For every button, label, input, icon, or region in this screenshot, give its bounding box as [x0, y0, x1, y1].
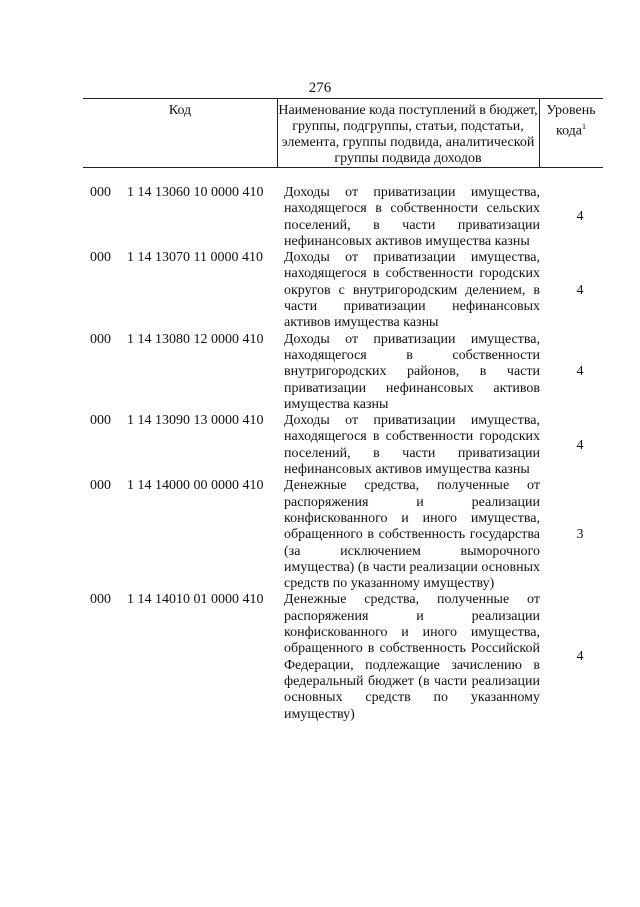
table-row: [0, 332, 640, 413]
admin-code: 000: [90, 185, 111, 200]
header-code: Код: [168, 103, 192, 118]
row-description: Доходы от приватизации имущества, находящегося в собственности городских поселений, в части приватизации нефинансовых активов имущества казны: [284, 413, 540, 478]
row-description: Доходы от приватизации имущества, находящегося в собственности городских округов с внутригородским делением, в части приватизации нефинансовых активов имущества казны: [284, 250, 540, 331]
admin-code: 000: [90, 331, 111, 347]
footnote-marker: 1: [582, 122, 587, 131]
admin-code: 000: [90, 592, 111, 608]
admin-code: 000: [90, 413, 111, 429]
table-header: [83, 98, 603, 168]
admin-code: 000: [90, 250, 111, 266]
row-level: 4: [576, 209, 584, 225]
budget-code: 1 14 13080 12 0000 410: [127, 331, 264, 347]
row-level: 3: [576, 527, 584, 543]
row-description: Денежные средства, полученные от распоряжения и реализации конфискованного и иного имущества, обращенного в собственность государства (за исключением выморочного имущества) (в части реализации основных средств по указанному имуществу): [284, 478, 540, 592]
row-level: 4: [576, 282, 584, 298]
table-row: [0, 185, 640, 250]
row-level: 4: [576, 364, 584, 380]
table-body: [0, 185, 640, 723]
table-row: [0, 592, 640, 722]
header-name: Наименование кода поступлений в бюджет, группы, подгруппы, статьи, подстатьи, элемента, группы подвида, аналитической группы подвида доходов: [278, 103, 538, 166]
page-number: 276: [308, 80, 332, 96]
row-description: Денежные средства, полученные от распоряжения и реализации конфискованного и иного имущества, обращенного в собственность Российской Федерации, подлежащие зачислению в федеральный бюджет (в части реализации основных средств по указанному имуществу): [284, 592, 540, 722]
budget-code: 1 14 13070 11 0000 410: [127, 250, 263, 266]
budget-code: 1 14 14000 00 0000 410: [127, 478, 264, 494]
row-level: 4: [576, 649, 584, 665]
admin-code: 000: [90, 478, 111, 494]
table-row: [0, 478, 640, 592]
row-level: 4: [576, 437, 584, 453]
header-level: [539, 103, 603, 140]
table-row: [0, 250, 640, 331]
row-description: Доходы от приватизации имущества, находящегося в собственности сельских поселений, в части приватизации нефинансовых активов имущества казны: [284, 185, 540, 249]
budget-code: 1 14 13060 10 0000 410: [127, 185, 264, 200]
row-description: Доходы от приватизации имущества, находящегося в собственности внутригородских районов, в части приватизации нефинансовых активов имущества казны: [284, 331, 540, 412]
budget-code: 1 14 13090 13 0000 410: [127, 413, 264, 429]
header-level-label: Уровень кода: [546, 103, 596, 139]
budget-code: 1 14 14010 01 0000 410: [127, 592, 264, 608]
table-row: [0, 413, 640, 478]
